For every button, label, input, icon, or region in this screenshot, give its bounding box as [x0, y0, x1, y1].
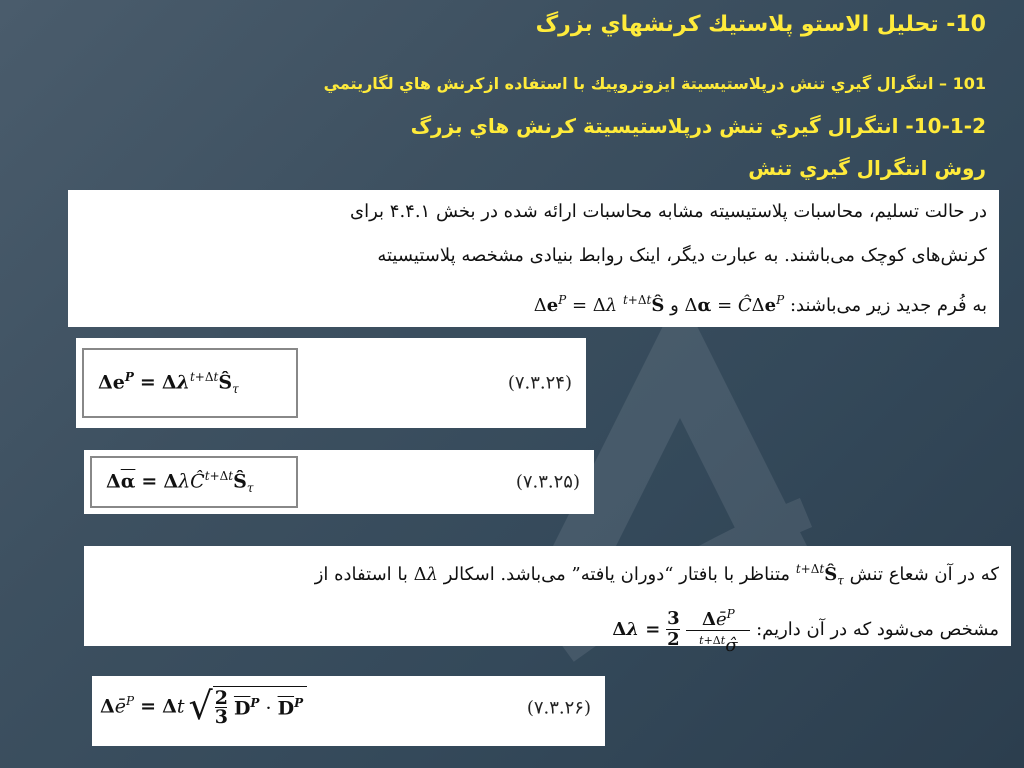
paragraph-line: در حالت تسلیم، محاسبات پلاستیسیته مشابه محاسبات ارائه شده در بخش ۴.۴.۱ برای: [350, 201, 987, 222]
inline-equation-ep: $\Delta e^P = \Delta\lambda$ $^{t+\Delta t}$Ŝ: [533, 293, 665, 316]
inline-equation-alpha: Δα = ĈΔe$^P$: [684, 293, 785, 316]
equation-panel-24: [76, 338, 586, 428]
equation-formula-26: $\Delta ē^P = \Delta t$ √ 2 3 $\overline{D}^P \cdot \overline{D}^P$: [100, 686, 307, 726]
equation-formula: $\Delta\overline{\alpha}$ = $\Delta\lambda Ĉ^{t+\Delta t}Ŝ_\tau$: [106, 468, 254, 496]
method-title: روش انتگرال گيري تنش: [748, 156, 986, 180]
paragraph-plasticity-intro: [68, 190, 999, 327]
subsection-title: 101 – انتگرال گيري تنش درپلاستيسيتة ايزوتروپيك با استفاده ازكرنش هاي لگاريتمي: [323, 74, 986, 93]
paragraph-line: کرنش‌های کوچک می‌باشند. به عبارت دیگر، اینک روابط بنیادی مشخصه پلاستیسیته: [377, 245, 987, 266]
equation-box: [82, 348, 298, 418]
equation-number: (۷.۳.۲۵): [515, 471, 580, 493]
paragraph-line: [96, 546, 999, 604]
paragraph-line: [80, 278, 987, 328]
paragraph-line: [96, 604, 999, 656]
equation-number: (۷.۳.۲۶): [526, 697, 591, 719]
subsubsection-title: 10-1-2- انتگرال گيري تنش درپلاستيسيتة كرنش هاي بزرگ: [410, 114, 986, 138]
inline-equation-lambda-fraction: Δλ = 3 2 $\Delta ē^P$ $^{t+\Delta t}$σ̂: [612, 604, 750, 656]
paragraph-text: با استفاده از: [314, 564, 408, 585]
equation-number: (۷.۳.۲۴): [507, 372, 572, 394]
paragraph-text: که در آن شعاع تنش: [849, 564, 999, 585]
conjunction-text: و: [670, 295, 679, 316]
equation-box: [90, 456, 298, 508]
equation-formula: $\Delta e^P$ = $\Delta\lambda^{t+\Delta t}Ŝ_\tau$: [98, 369, 239, 397]
paragraph-text: مشخص می‌شود که در آن داریم:: [756, 618, 999, 640]
paragraph-stress-radius: [84, 546, 1011, 656]
inline-equation-stress: $^{t+\Delta t}Ŝ_\tau$: [795, 562, 844, 588]
inline-equation-lambda: Δλ: [413, 564, 439, 585]
equation-panel-26: [92, 676, 605, 746]
section-title: 10- تحليل الاستو پلاستيك كرنشهاي بزرگ: [535, 12, 986, 37]
paragraph-text: متناظر با بافتار “دوران یافته” می‌باشد. اسکالر: [443, 564, 791, 585]
equation-panel-25: [84, 450, 594, 514]
paragraph-text: به فُرم جدید زیر می‌باشند:: [789, 295, 987, 316]
